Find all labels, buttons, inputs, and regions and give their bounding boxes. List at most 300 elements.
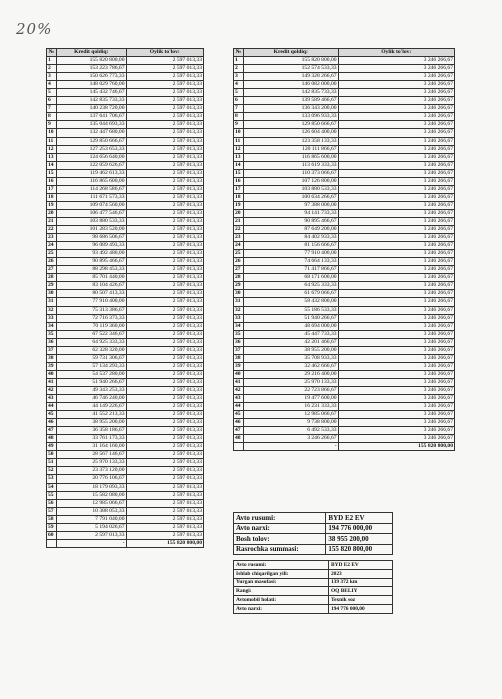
row-number: 15 — [47, 169, 57, 177]
table-row — [47, 475, 204, 483]
credit-balance-cell: 38 955 200,00 — [56, 419, 126, 427]
credit-balance-cell: 36 358 186,67 — [56, 427, 126, 435]
field-label: Rangi: — [234, 587, 329, 596]
field-value: 194 776 000,00 — [328, 604, 392, 613]
credit-balance-cell: 57 134 293,33 — [56, 362, 126, 370]
table-row — [47, 354, 204, 362]
row-number: 26 — [234, 258, 244, 266]
table-row — [234, 234, 455, 242]
row-number: 18 — [234, 193, 244, 201]
table-row — [234, 435, 455, 443]
credit-balance-cell: 25 970 133,33 — [56, 459, 126, 467]
row-number: 9 — [47, 121, 57, 129]
monthly-payment-cell: 2 597 013,33 — [126, 226, 203, 234]
table-row — [234, 242, 455, 250]
table-row — [47, 137, 204, 145]
row-number: 56 — [47, 499, 57, 507]
monthly-payment-cell: 3 246 266,67 — [338, 290, 454, 298]
row-number: 21 — [234, 217, 244, 225]
credit-balance-cell: 9 738 800,00 — [243, 419, 338, 427]
table-row — [47, 185, 204, 193]
table-row — [234, 97, 455, 105]
table-row — [234, 282, 455, 290]
row-number: 1 — [47, 57, 57, 65]
row-number: 13 — [234, 153, 244, 161]
credit-balance-cell: 150 626 773,33 — [56, 73, 126, 81]
monthly-payment-cell: 3 246 266,67 — [338, 177, 454, 185]
row-number: 47 — [47, 427, 57, 435]
monthly-payment-cell: 3 246 266,67 — [338, 185, 454, 193]
table-row — [47, 314, 204, 322]
table-header-row — [47, 49, 204, 57]
table-row — [234, 386, 455, 394]
table-row — [47, 97, 204, 105]
credit-balance-cell: 55 186 533,33 — [243, 306, 338, 314]
credit-balance-cell: 85 701 440,00 — [56, 274, 126, 282]
credit-balance-cell: 101 283 520,00 — [56, 226, 126, 234]
row-number: 22 — [47, 226, 57, 234]
row-number: 44 — [234, 403, 244, 411]
table-row — [47, 523, 204, 531]
credit-balance-cell: 12 985 066,67 — [56, 499, 126, 507]
table-row — [47, 386, 204, 394]
row-number: 15 — [234, 169, 244, 177]
row-number: 38 — [47, 354, 57, 362]
credit-balance-cell: 116 865 600,00 — [56, 177, 126, 185]
row-number: 17 — [234, 185, 244, 193]
monthly-payment-cell: 2 597 013,33 — [126, 395, 203, 403]
monthly-payment-cell: 2 597 013,33 — [126, 483, 203, 491]
credit-balance-cell: 152 574 533,33 — [243, 65, 338, 73]
monthly-payment-cell: 2 597 013,33 — [126, 121, 203, 129]
monthly-payment-cell: 2 597 013,33 — [126, 338, 203, 346]
table-row — [234, 65, 455, 73]
table-row — [47, 306, 204, 314]
table-row — [234, 290, 455, 298]
monthly-payment-cell: 2 597 013,33 — [126, 258, 203, 266]
monthly-payment-cell: 3 246 266,67 — [338, 258, 454, 266]
credit-balance-cell: 139 589 466,67 — [243, 97, 338, 105]
car-info-row — [234, 604, 393, 613]
credit-balance-cell: 61 679 066,67 — [243, 290, 338, 298]
table-row — [47, 419, 204, 427]
table-row — [234, 129, 455, 137]
row-number: 22 — [234, 226, 244, 234]
monthly-payment-cell: 3 246 266,67 — [338, 217, 454, 225]
credit-balance-cell: 22 723 866,67 — [243, 386, 338, 394]
row-number: 30 — [47, 290, 57, 298]
credit-balance-cell: 110 373 066,67 — [243, 169, 338, 177]
summary-row — [234, 534, 393, 545]
credit-balance-cell: 5 194 026,67 — [56, 523, 126, 531]
monthly-payment-cell: 2 597 013,33 — [126, 403, 203, 411]
table-row — [47, 242, 204, 250]
row-number: 44 — [47, 403, 57, 411]
credit-balance-cell: 58 432 800,00 — [243, 298, 338, 306]
credit-balance-cell: 19 477 600,00 — [243, 395, 338, 403]
monthly-payment-cell: 2 597 013,33 — [126, 137, 203, 145]
row-number: 45 — [47, 411, 57, 419]
field-value: 139 372 km — [328, 578, 392, 587]
table-row — [47, 250, 204, 258]
credit-balance-cell: 111 671 573,33 — [56, 193, 126, 201]
table-row — [47, 209, 204, 217]
credit-balance-cell: 70 119 360,00 — [56, 322, 126, 330]
row-number: 39 — [47, 362, 57, 370]
row-number: 33 — [234, 314, 244, 322]
left-payment-schedule-table — [46, 48, 204, 548]
credit-balance-cell: 136 343 200,00 — [243, 105, 338, 113]
row-number: 11 — [47, 137, 57, 145]
credit-balance-cell: 7 791 040,00 — [56, 515, 126, 523]
row-number: 28 — [234, 274, 244, 282]
monthly-payment-cell: 2 597 013,33 — [126, 419, 203, 427]
monthly-payment-cell: 2 597 013,33 — [126, 362, 203, 370]
row-number: 37 — [47, 346, 57, 354]
row-number: 42 — [47, 386, 57, 394]
row-number: 58 — [47, 515, 57, 523]
total-number-cell — [234, 443, 244, 451]
table-row — [234, 354, 455, 362]
monthly-payment-cell: 2 597 013,33 — [126, 274, 203, 282]
credit-balance-cell: 77 910 400,00 — [243, 250, 338, 258]
table-row — [47, 169, 204, 177]
row-number: 27 — [234, 266, 244, 274]
credit-balance-cell: 29 216 400,00 — [243, 370, 338, 378]
monthly-payment-cell: 2 597 013,33 — [126, 386, 203, 394]
monthly-payment-cell: 2 597 013,33 — [126, 169, 203, 177]
table-row — [234, 370, 455, 378]
field-value: 2023 — [328, 569, 392, 578]
field-label: Avto rusumi: — [234, 513, 326, 524]
table-row — [47, 338, 204, 346]
row-number: 50 — [47, 451, 57, 459]
monthly-payment-cell: 2 597 013,33 — [126, 378, 203, 386]
row-number: 47 — [234, 427, 244, 435]
total-dash-cell: - — [56, 539, 126, 547]
monthly-payment-cell: 2 597 013,33 — [126, 161, 203, 169]
credit-balance-cell: 62 328 320,00 — [56, 346, 126, 354]
table-row — [47, 427, 204, 435]
monthly-payment-cell: 2 597 013,33 — [126, 435, 203, 443]
monthly-payment-cell: 3 246 266,67 — [338, 378, 454, 386]
monthly-payment-cell: 3 246 266,67 — [338, 346, 454, 354]
credit-balance-cell: 142 835 733,33 — [243, 89, 338, 97]
table-row — [234, 177, 455, 185]
credit-balance-cell: 127 253 653,33 — [56, 145, 126, 153]
row-number: 16 — [47, 177, 57, 185]
row-number: 46 — [234, 419, 244, 427]
table-row — [234, 89, 455, 97]
monthly-payment-cell: 3 246 266,67 — [338, 121, 454, 129]
monthly-payment-cell: 2 597 013,33 — [126, 411, 203, 419]
credit-balance-cell: 103 880 533,33 — [243, 185, 338, 193]
credit-balance-cell: 146 082 000,00 — [243, 81, 338, 89]
row-number: 35 — [47, 330, 57, 338]
row-number: 42 — [234, 386, 244, 394]
credit-balance-cell: 87 649 200,00 — [243, 226, 338, 234]
field-label: Bosh tolov: — [234, 534, 326, 545]
monthly-payment-cell: 2 597 013,33 — [126, 89, 203, 97]
row-number: 1 — [234, 57, 244, 65]
field-label: Yurgan masofasi: — [234, 578, 329, 587]
credit-balance-cell: 68 171 600,00 — [243, 274, 338, 282]
monthly-payment-cell: 3 246 266,67 — [338, 395, 454, 403]
row-number: 3 — [234, 73, 244, 81]
row-number: 54 — [47, 483, 57, 491]
credit-balance-cell: 107 126 800,00 — [243, 177, 338, 185]
monthly-payment-cell: 2 597 013,33 — [126, 129, 203, 137]
row-number: 41 — [234, 378, 244, 386]
table-row — [234, 169, 455, 177]
table-row — [47, 121, 204, 129]
credit-balance-cell: 148 029 760,00 — [56, 81, 126, 89]
credit-balance-cell: 64 925 333,33 — [56, 338, 126, 346]
credit-balance-cell: 3 246 266,67 — [243, 435, 338, 443]
row-number: 28 — [47, 274, 57, 282]
credit-balance-cell: 114 268 586,67 — [56, 185, 126, 193]
monthly-payment-cell: 3 246 266,67 — [338, 419, 454, 427]
table-row — [47, 153, 204, 161]
monthly-payment-cell: 2 597 013,33 — [126, 209, 203, 217]
monthly-payment-cell: 3 246 266,67 — [338, 81, 454, 89]
table-row — [234, 153, 455, 161]
monthly-payment-cell: 2 597 013,33 — [126, 346, 203, 354]
table-row — [47, 298, 204, 306]
credit-balance-cell: 120 111 866,67 — [243, 145, 338, 153]
monthly-payment-cell: 3 246 266,67 — [338, 314, 454, 322]
row-number: 9 — [234, 121, 244, 129]
monthly-payment-cell: 2 597 013,33 — [126, 113, 203, 121]
monthly-payment-cell: 3 246 266,67 — [338, 411, 454, 419]
monthly-payment-cell: 3 246 266,67 — [338, 322, 454, 330]
credit-balance-cell: 72 716 373,33 — [56, 314, 126, 322]
row-number: 39 — [234, 362, 244, 370]
row-number: 48 — [234, 435, 244, 443]
credit-balance-cell: 142 835 733,33 — [56, 97, 126, 105]
field-value: 194 776 000,00 — [326, 523, 393, 534]
table-row — [47, 395, 204, 403]
row-number: 26 — [47, 258, 57, 266]
monthly-payment-cell: 2 597 013,33 — [126, 467, 203, 475]
credit-balance-cell: 88 298 453,33 — [56, 266, 126, 274]
table-row — [47, 201, 204, 209]
monthly-payment-cell: 2 597 013,33 — [126, 322, 203, 330]
row-number: 19 — [234, 201, 244, 209]
row-number: 3 — [47, 73, 57, 81]
row-number: 10 — [234, 129, 244, 137]
monthly-payment-cell: 2 597 013,33 — [126, 73, 203, 81]
table-header-row — [234, 49, 455, 57]
table-row — [47, 161, 204, 169]
row-number: 16 — [234, 177, 244, 185]
row-number: 20 — [234, 209, 244, 217]
row-number: 4 — [234, 81, 244, 89]
row-number: 29 — [47, 282, 57, 290]
table-row — [234, 411, 455, 419]
row-number: 41 — [47, 378, 57, 386]
monthly-payment-cell: 2 597 013,33 — [126, 531, 203, 539]
credit-balance-cell: 84 402 933,33 — [243, 234, 338, 242]
monthly-payment-cell: 3 246 266,67 — [338, 330, 454, 338]
monthly-payment-cell: 3 246 266,67 — [338, 370, 454, 378]
table-row — [234, 73, 455, 81]
table-row — [47, 483, 204, 491]
credit-balance-cell: 135 044 693,33 — [56, 121, 126, 129]
table-row — [47, 378, 204, 386]
row-number: 11 — [234, 137, 244, 145]
monthly-payment-cell: 3 246 266,67 — [338, 362, 454, 370]
monthly-payment-cell: 2 597 013,33 — [126, 97, 203, 105]
table-row — [234, 274, 455, 282]
credit-balance-cell: 51 940 266,67 — [243, 314, 338, 322]
table-row — [234, 395, 455, 403]
total-amount-cell: 155 820 800,00 — [126, 539, 203, 547]
monthly-payment-cell: 3 246 266,67 — [338, 435, 454, 443]
field-label: Avto rusumi: — [234, 561, 329, 570]
field-label: Ishlab chiqarilgan yili: — [234, 569, 329, 578]
monthly-payment-cell: 2 597 013,33 — [126, 427, 203, 435]
credit-balance-cell: 46 746 240,00 — [56, 395, 126, 403]
table-row — [47, 258, 204, 266]
credit-balance-cell: 81 156 666,67 — [243, 242, 338, 250]
header-credit-balance: Kredit qoldiq: — [56, 49, 126, 57]
credit-balance-cell: 83 104 426,67 — [56, 282, 126, 290]
credit-balance-cell: 153 223 786,67 — [56, 65, 126, 73]
field-label: Avtomobil holati: — [234, 596, 329, 605]
car-info-row — [234, 587, 393, 596]
table-row — [47, 129, 204, 137]
monthly-payment-cell: 2 597 013,33 — [126, 459, 203, 467]
header-monthly-payment: Oylik to'lov: — [126, 49, 203, 57]
row-number: 24 — [234, 242, 244, 250]
row-number: 48 — [47, 435, 57, 443]
monthly-payment-cell: 3 246 266,67 — [338, 105, 454, 113]
table-row — [47, 467, 204, 475]
monthly-payment-cell: 2 597 013,33 — [126, 105, 203, 113]
credit-balance-cell: 155 820 800,00 — [243, 57, 338, 65]
table-row — [47, 234, 204, 242]
header-number: № — [47, 49, 57, 57]
row-number: 8 — [47, 113, 57, 121]
table-row — [47, 322, 204, 330]
table-row — [47, 113, 204, 121]
row-number: 33 — [47, 314, 57, 322]
credit-balance-cell: 31 164 160,00 — [56, 443, 126, 451]
monthly-payment-cell: 3 246 266,67 — [338, 57, 454, 65]
total-amount-cell: 155 820 800,00 — [338, 443, 454, 451]
credit-balance-cell: 137 641 706,67 — [56, 113, 126, 121]
table-row — [234, 201, 455, 209]
credit-balance-cell: 149 328 266,67 — [243, 73, 338, 81]
credit-balance-cell: 140 238 720,00 — [56, 105, 126, 113]
monthly-payment-cell: 3 246 266,67 — [338, 153, 454, 161]
row-number: 38 — [234, 354, 244, 362]
credit-balance-cell: 67 522 346,67 — [56, 330, 126, 338]
credit-balance-cell: 132 447 680,00 — [56, 129, 126, 137]
field-value: BYD E2 EV — [328, 561, 392, 570]
total-row — [234, 443, 455, 451]
table-row — [47, 65, 204, 73]
row-number: 53 — [47, 475, 57, 483]
table-row — [47, 282, 204, 290]
monthly-payment-cell: 2 597 013,33 — [126, 193, 203, 201]
row-number: 35 — [234, 330, 244, 338]
table-row — [234, 346, 455, 354]
monthly-payment-cell: 2 597 013,33 — [126, 499, 203, 507]
table-row — [234, 105, 455, 113]
row-number: 20 — [47, 209, 57, 217]
credit-balance-cell: 93 492 480,00 — [56, 250, 126, 258]
monthly-payment-cell: 2 597 013,33 — [126, 153, 203, 161]
row-number: 40 — [47, 370, 57, 378]
monthly-payment-cell: 3 246 266,67 — [338, 193, 454, 201]
monthly-payment-cell: 3 246 266,67 — [338, 201, 454, 209]
credit-balance-cell: 59 731 306,67 — [56, 354, 126, 362]
monthly-payment-cell: 2 597 013,33 — [126, 145, 203, 153]
monthly-payment-cell: 3 246 266,67 — [338, 250, 454, 258]
table-row — [234, 338, 455, 346]
credit-balance-cell: 51 940 266,67 — [56, 378, 126, 386]
monthly-payment-cell: 2 597 013,33 — [126, 523, 203, 531]
table-row — [234, 362, 455, 370]
row-number: 45 — [234, 411, 244, 419]
table-row — [47, 459, 204, 467]
credit-balance-cell: 75 313 386,67 — [56, 306, 126, 314]
total-row — [47, 539, 204, 547]
monthly-payment-cell: 3 246 266,67 — [338, 298, 454, 306]
field-value: 155 820 800,00 — [326, 544, 393, 555]
monthly-payment-cell: 3 246 266,67 — [338, 97, 454, 105]
credit-balance-cell: 145 432 746,67 — [56, 89, 126, 97]
table-row — [47, 226, 204, 234]
table-row — [234, 298, 455, 306]
table-row — [47, 330, 204, 338]
monthly-payment-cell: 3 246 266,67 — [338, 427, 454, 435]
monthly-payment-cell: 2 597 013,33 — [126, 298, 203, 306]
credit-balance-cell: 80 507 413,33 — [56, 290, 126, 298]
monthly-payment-cell: 2 597 013,33 — [126, 282, 203, 290]
credit-balance-cell: 133 096 933,33 — [243, 113, 338, 121]
table-row — [47, 177, 204, 185]
credit-balance-cell: 155 820 800,00 — [56, 57, 126, 65]
monthly-payment-cell: 2 597 013,33 — [126, 515, 203, 523]
credit-balance-cell: 129 850 666,67 — [243, 121, 338, 129]
table-row — [47, 81, 204, 89]
header-number: № — [234, 49, 244, 57]
credit-balance-cell: 42 201 466,67 — [243, 338, 338, 346]
monthly-payment-cell: 2 597 013,33 — [126, 290, 203, 298]
table-row — [47, 346, 204, 354]
row-number: 43 — [47, 395, 57, 403]
table-row — [234, 322, 455, 330]
row-number: 34 — [47, 322, 57, 330]
car-info-row — [234, 578, 393, 587]
credit-balance-cell: 90 895 466,67 — [243, 217, 338, 225]
monthly-payment-cell: 3 246 266,67 — [338, 113, 454, 121]
row-number: 36 — [234, 338, 244, 346]
header-monthly-payment: Oylik to'lov: — [338, 49, 454, 57]
table-row — [234, 121, 455, 129]
table-row — [234, 419, 455, 427]
row-number: 57 — [47, 507, 57, 515]
row-number: 43 — [234, 395, 244, 403]
credit-balance-cell: 16 231 333,33 — [243, 403, 338, 411]
credit-balance-cell: 103 880 533,33 — [56, 217, 126, 225]
row-number: 32 — [234, 306, 244, 314]
row-number: 37 — [234, 346, 244, 354]
table-row — [234, 266, 455, 274]
